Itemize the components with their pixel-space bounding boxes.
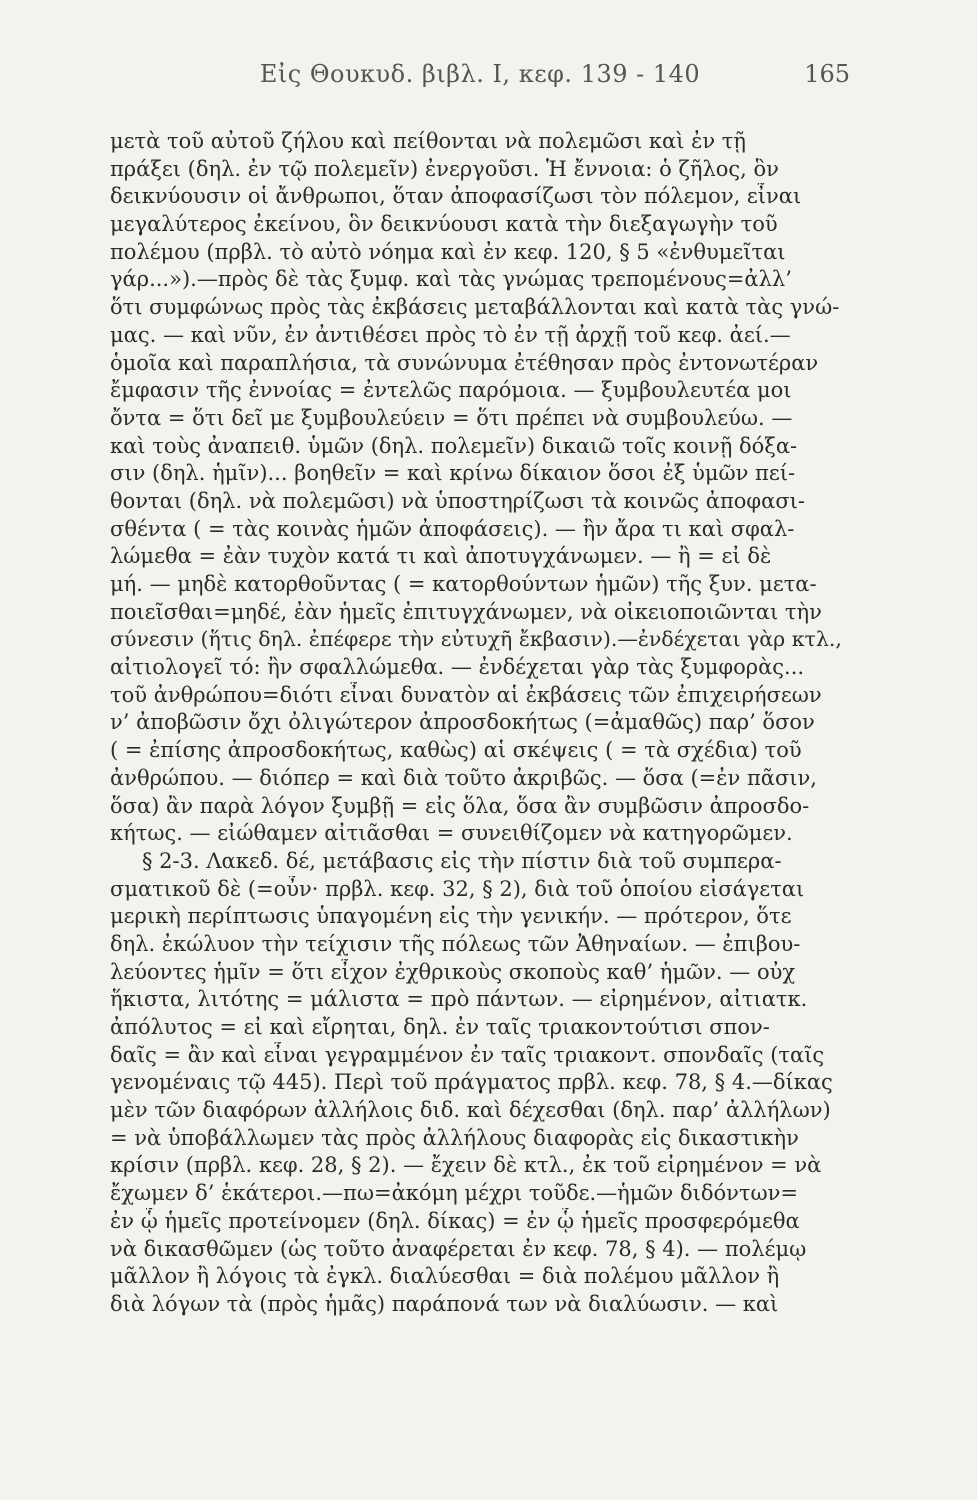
text-line: μερικὴ περίπτωσις ὑπαγομένη εἰς τὴν γενικήν. — πρότερον, ὅτε bbox=[110, 904, 792, 929]
text-line: ἔχωμεν δ’ ἑκάτεροι.—πω=ἀκόμη μέχρι τοῦδε.—ἡμῶν διδόντων= bbox=[110, 1181, 798, 1206]
text-line: σθέντα ( = τὰς κοινὰς ἡμῶν ἀποφάσεις). — ἢν ἄρα τι καὶ σφαλ- bbox=[110, 516, 795, 541]
text-line: μὲν τῶν διαφόρων ἀλλήλοις διδ. καὶ δέχεσθαι (δηλ. παρ’ ἀλλήλων) bbox=[110, 1098, 831, 1123]
text-line: ὄντα = ὅτι δεῖ με ξυμβουλεύειν = ὅτι πρέπει νὰ συμβουλεύω. — bbox=[110, 405, 793, 430]
text-line: κήτως. — εἰώθαμεν αἰτιᾶσθαι = συνειθίζομεν νὰ κατηγορῶμεν. bbox=[110, 821, 793, 846]
text-line: ποιεῖσθαι=μηδέ, ἐὰν ἡμεῖς ἐπιτυγχάνωμεν, νὰ οἰκειοποιῶνται τὴν bbox=[110, 599, 822, 624]
text-line: δαῖς = ἂν καὶ εἶναι γεγραμμένον ἐν ταῖς τριακοντ. σπονδαῖς (ταῖς bbox=[110, 1042, 825, 1067]
text-line: λώμεθα = ἐὰν τυχὸν κατά τι καὶ ἀποτυγχάνωμεν. — ἢ = εἰ δὲ bbox=[110, 544, 772, 569]
text-line: ( = ἐπίσης ἀπροσδοκήτως, καθὼς) αἱ σκέψεις ( = τὰ σχέδια) τοῦ bbox=[110, 738, 802, 763]
text-line: § 2-3. Λακεδ. δέ, μετάβασις εἰς τὴν πίστιν διὰ τοῦ συμπερα- bbox=[142, 848, 782, 873]
text-line: μας. — καὶ νῦν, ἐν ἀντιθέσει πρὸς τὸ ἐν τῇ ἀρχῇ τοῦ κεφ. ἀεί.— bbox=[110, 322, 791, 347]
text-line: αἰτιολογεῖ τό: ἢν σφαλλώμεθα. — ἐνδέχεται γὰρ τὰς ξυμφορὰς... bbox=[110, 655, 805, 680]
text-line: τοῦ ἀνθρώπου=διότι εἶναι δυνατὸν αἱ ἐκβάσεις τῶν ἐπιχειρήσεων bbox=[110, 682, 822, 707]
text-line: ἔμφασιν τῆς ἐννοίας = ἐντελῶς παρόμοια. — ξυμβουλευτέα μοι bbox=[110, 378, 792, 403]
text-line: = νὰ ὑποβάλλωμεν τὰς πρὸς ἀλλήλους διαφορὰς εἰς δικαστικὴν bbox=[110, 1125, 799, 1150]
text-line: ἐν ᾧ ἡμεῖς προτείνομεν (δηλ. δίκας) = ἐν ᾧ ἡμεῖς προσφερόμεθα bbox=[110, 1208, 800, 1233]
text-line: ἀνθρώπου. — διόπερ = καὶ διὰ τοῦτο ἀκριβῶς. — ὅσα (=ἐν πᾶσιν, bbox=[110, 765, 817, 790]
text-line: ὅτι συμφώνως πρὸς τὰς ἐκβάσεις μεταβάλλονται καὶ κατὰ τὰς γνώ- bbox=[110, 295, 840, 320]
text-line: νὰ δικασθῶμεν (ὡς τοῦτο ἀναφέρεται ἐν κεφ. 78, § 4). — πολέμῳ bbox=[110, 1236, 807, 1261]
text-line: διὰ λόγων τὰ (πρὸς ἡμᾶς) παράπονά των νὰ διαλύωσιν. — καὶ bbox=[110, 1291, 779, 1316]
text-line: μᾶλλον ἢ λόγοις τὰ ἐγκλ. διαλύεσθαι = διὰ πολέμου μᾶλλον ἢ bbox=[110, 1264, 780, 1289]
text-line: ν’ ἀποβῶσιν ὄχι ὀλιγώτερον ἀπροσδοκήτως (=ἀμαθῶς) παρ’ ὅσον bbox=[110, 710, 815, 735]
text-line: καὶ τοὺς ἀναπειθ. ὑμῶν (δηλ. πολεμεῖν) δικαιῶ τοῖς κοινῇ δόξα- bbox=[110, 433, 798, 458]
page-header bbox=[110, 60, 850, 110]
text-line: μεγαλύτερος ἐκείνου, ὃν δεικνύουσι κατὰ τὴν διεξαγωγὴν τοῦ bbox=[110, 212, 778, 237]
text-line: λεύοντες ἡμῖν = ὅτι εἶχον ἐχθρικοὺς σκοποὺς καθ’ ἡμῶν. — οὐχ bbox=[110, 959, 796, 984]
running-title: Εἰς Θουκυδ. βιβλ. I, κεφ. 139 - 140 bbox=[259, 60, 701, 88]
text-line: γενομέναις τῷ 445). Περὶ τοῦ πράγματος πρβλ. κεφ. 78, § 4.—δίκας bbox=[110, 1070, 833, 1095]
body-text bbox=[110, 128, 850, 1319]
text-line: ἀπόλυτος = εἰ καὶ εἴρηται, δηλ. ἐν ταῖς τριακοντούτισι σπον- bbox=[110, 1015, 770, 1039]
text-line: μετὰ τοῦ αὐτοῦ ζήλου καὶ πείθονται νὰ πολεμῶσι καὶ ἐν τῇ bbox=[110, 129, 746, 153]
text-line: κρίσιν (πρβλ. κεφ. 28, § 2). — ἔχειν δὲ κτλ., ἐκ τοῦ εἰρημένον = νὰ bbox=[110, 1153, 822, 1178]
text-line: ἥκιστα, λιτότης = μάλιστα = πρὸ πάντων. — εἰρημένον, αἰτιατκ. bbox=[110, 987, 808, 1012]
text-line: πολέμου (πρβλ. τὸ αὐτὸ νόημα καὶ ἐν κεφ. 120, § 5 «ἐνθυμεῖται bbox=[110, 239, 786, 264]
text-line: θονται (δηλ. νὰ πολεμῶσι) νὰ ὑποστηρίζωσι τὰ κοινῶς ἀποφασι- bbox=[110, 488, 805, 513]
text-line: σιν (δηλ. ἡμῖν)... βοηθεῖν = καὶ κρίνω δίκαιον ὅσοι ἐξ ὑμῶν πεί- bbox=[110, 461, 796, 486]
text-line: ὅσα) ἂν παρὰ λόγον ξυμβῇ = εἰς ὅλα, ὅσα ἂν συμβῶσιν ἀπροσδο- bbox=[110, 793, 810, 818]
text-line: γάρ...»).—πρὸς δὲ τὰς ξυμφ. καὶ τὰς γνώμας τρεπομένους=ἀλλ’ bbox=[110, 267, 792, 292]
text-line: δεικνύουσιν οἱ ἄνθρωποι, ὅταν ἀποφασίζωσι τὸν πόλεμον, εἶναι bbox=[110, 184, 802, 209]
text-line: σύνεσιν (ἥτις δηλ. ἐπέφερε τὴν εὐτυχῆ ἔκβασιν).—ἐνδέχεται γὰρ κτλ., bbox=[110, 627, 842, 652]
text-line: ὁμοῖα καὶ παραπλήσια, τὰ συνώνυμα ἐτέθησαν πρὸς ἐντονωτέραν bbox=[110, 350, 819, 375]
text-line: πράξει (δηλ. ἐν τῷ πολεμεῖν) ἐνεργοῦσι. Ἡ ἔννοια: ὁ ζῆλος, ὃν bbox=[110, 156, 779, 181]
text-line: δηλ. ἐκώλυον τὴν τείχισιν τῆς πόλεως τῶν Ἀθηναίων. — ἐπιβου- bbox=[110, 931, 801, 956]
text-line: σματικοῦ δὲ (=οὖν· πρβλ. κεφ. 32, § 2), διὰ τοῦ ὁποίου εἰσάγεται bbox=[110, 876, 805, 901]
page-number: 165 bbox=[804, 60, 850, 88]
text-line: μή. — μηδὲ κατορθοῦντας ( = κατορθούντων ἡμῶν) τῆς ξυν. μετα- bbox=[110, 572, 817, 596]
